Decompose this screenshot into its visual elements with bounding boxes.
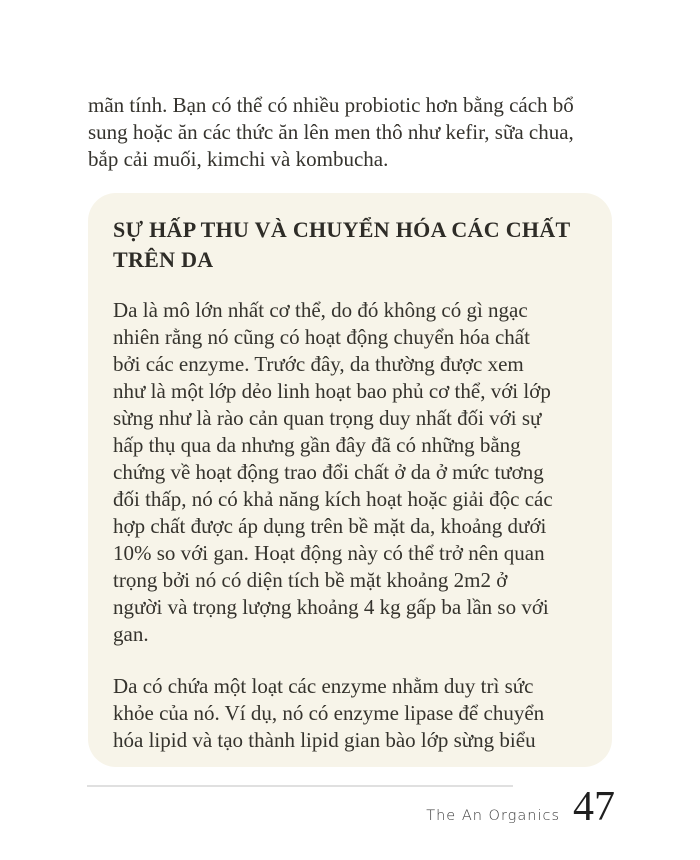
text-line: hợp chất được áp dụng trên bề mặt da, khoảng dưới — [113, 514, 547, 538]
callout-box — [88, 193, 612, 767]
intro-paragraph — [88, 92, 628, 173]
text-line: người và trọng lượng khoảng 4 kg gấp ba lần so với — [113, 595, 549, 619]
text-line: Da là mô lớn nhất cơ thể, do đó không có gì ngạc — [113, 298, 528, 322]
text-line: trọng bởi nó có diện tích bề mặt khoảng 2m2 ở — [113, 568, 508, 592]
text-line: gan. — [113, 622, 149, 646]
callout-heading — [113, 215, 588, 275]
text-line: sừng như là rào cản quan trọng duy nhất đối với sự — [113, 406, 542, 430]
text-line: Da có chứa một loạt các enzyme nhằm duy trì sức — [113, 674, 534, 698]
text-line: hóa lipid và tạo thành lipid gian bào lớp sừng biểu — [113, 728, 536, 752]
text-line: nhiên rằng nó cũng có hoạt động chuyển hóa chất — [113, 325, 530, 349]
text-line: đối thấp, nó có khả năng kích hoạt hoặc giải độc các — [113, 487, 553, 511]
text-line: mãn tính. Bạn có thể có nhiều probiotic hơn bằng cách bổ — [88, 93, 574, 117]
text-line: chứng về hoạt động trao đổi chất ở da ở mức tương — [113, 460, 544, 484]
callout-paragraph-2 — [113, 673, 588, 754]
brand-name: The An Organics — [426, 808, 560, 824]
page-footer — [426, 786, 615, 828]
text-line: 10% so với gan. Hoạt động này có thể trở nên quan — [113, 541, 545, 565]
page-number: 47 — [573, 784, 615, 830]
text-line: hấp thụ qua da nhưng gần đây đã có những bằng — [113, 433, 521, 457]
text-line: bắp cải muối, kimchi và kombucha. — [88, 147, 389, 171]
callout-paragraph-1 — [113, 297, 588, 648]
text-line: khỏe của nó. Ví dụ, nó có enzyme lipase để chuyển — [113, 701, 545, 725]
text-line: như là một lớp dẻo linh hoạt bao phủ cơ thể, với lớp — [113, 379, 551, 403]
text-line: sung hoặc ăn các thức ăn lên men thô như kefir, sữa chua, — [88, 120, 574, 144]
text-line: SỰ HẤP THU VÀ CHUYỂN HÓA CÁC CHẤT — [113, 217, 571, 242]
text-line: TRÊN DA — [113, 247, 214, 272]
text-line: bởi các enzyme. Trước đây, da thường được xem — [113, 352, 524, 376]
